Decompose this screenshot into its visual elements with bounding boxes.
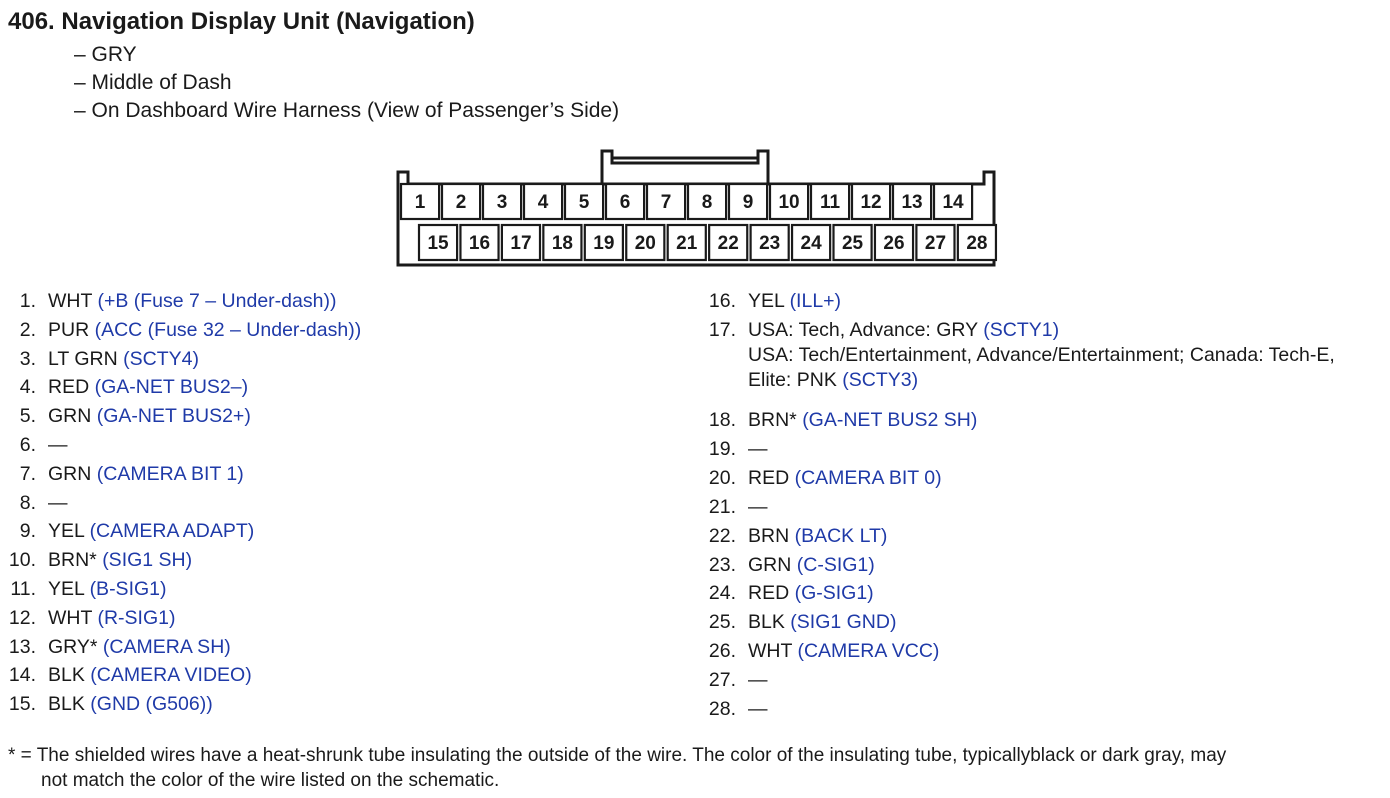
pin-number: 24. xyxy=(708,582,736,605)
pin-label-22: 22 xyxy=(717,233,739,254)
pin-label-5: 5 xyxy=(578,192,590,213)
pin-label-15: 15 xyxy=(427,233,449,254)
wire-color: — xyxy=(48,434,68,456)
pin-number: 16. xyxy=(708,290,736,312)
wire-signal: (SIG1 GND) xyxy=(790,611,897,634)
pin-row xyxy=(700,611,896,634)
pin-number: 6. xyxy=(19,434,36,456)
pin-label-23: 23 xyxy=(759,233,781,254)
pin-number: 7. xyxy=(19,462,36,485)
pin-number: 19. xyxy=(708,437,736,460)
wire-color: WHT xyxy=(748,640,793,663)
pin-number: 28. xyxy=(708,698,736,720)
pin-row xyxy=(0,549,192,572)
pin-label-11: 11 xyxy=(820,192,841,213)
wire-color: BRN xyxy=(748,524,790,547)
wire-signal: (CAMERA VIDEO) xyxy=(90,664,252,687)
pin-label-2: 2 xyxy=(455,192,467,213)
pin-number: 20. xyxy=(708,466,736,489)
wire-signal: (G-SIG1) xyxy=(794,582,874,605)
pin-row-16 xyxy=(700,290,841,313)
wire-signal: (R-SIG1) xyxy=(97,606,176,629)
wire-color: RED xyxy=(48,376,90,399)
wire-signal: (B-SIG1) xyxy=(89,578,167,600)
pin-row xyxy=(0,405,251,428)
wire-color: GRY* xyxy=(48,635,98,658)
pin-number: 3. xyxy=(19,347,36,370)
wire-signal: (ACC (Fuse 32 – Under-dash)) xyxy=(94,318,362,341)
pin-number: 13. xyxy=(8,635,36,658)
pin-row xyxy=(0,607,175,630)
wire-color: RED xyxy=(748,582,790,605)
pin-number: 17. xyxy=(708,319,736,341)
pin-label-27: 27 xyxy=(924,233,947,254)
wire-color: — xyxy=(748,437,768,460)
pin-number: 15. xyxy=(8,693,36,716)
wire-color: — xyxy=(748,698,768,720)
pin-row xyxy=(0,578,167,601)
pin-row xyxy=(0,434,68,457)
pin-number: 11. xyxy=(10,578,36,600)
wire-signal: (SCTY4) xyxy=(123,347,199,370)
pin-row xyxy=(700,669,768,692)
wire-color: BRN* xyxy=(748,409,797,431)
pin-row xyxy=(700,496,768,519)
pin-label-19: 19 xyxy=(593,233,615,254)
wire-color: YEL xyxy=(748,290,785,312)
pin-label-3: 3 xyxy=(496,192,508,213)
pin-row xyxy=(700,438,768,461)
wire-color: LT GRN xyxy=(48,347,118,370)
wire-signal: (GA-NET BUS2 SH) xyxy=(802,409,978,431)
pin-label-4: 4 xyxy=(537,192,549,213)
wire-color: BRN* xyxy=(48,549,97,572)
pin-label-24: 24 xyxy=(800,233,822,254)
wire-signal: (SCTY1) xyxy=(983,319,1060,341)
wire-signal: (CAMERA ADAPT) xyxy=(89,520,255,543)
pin-label-20: 20 xyxy=(634,233,656,254)
pin-label-10: 10 xyxy=(778,192,800,213)
wire-signal: (ILL+) xyxy=(789,290,842,312)
footnote-line-1: * = The shielded wires have a heat-shrunk tube insulating the outside of the wire. The color of the insulating tube, typicallyblack or dark gray, may xyxy=(8,745,1227,766)
pin-row xyxy=(700,698,768,721)
wire-color: — xyxy=(748,669,768,692)
pin-number: 2. xyxy=(19,318,36,341)
page-title: 406. Navigation Display Unit (Navigation) xyxy=(8,8,475,35)
connector-location: – Middle of Dash xyxy=(74,71,232,94)
wire-color: PUR xyxy=(48,318,90,341)
wire-signal: (SCTY3) xyxy=(842,369,919,391)
pin-number: 27. xyxy=(708,669,736,692)
pin-label-26: 26 xyxy=(883,233,905,254)
footnote-line-2: not match the color of the wire listed on the schematic. xyxy=(41,770,500,791)
pin-label-28: 28 xyxy=(966,233,988,254)
wire-color: — xyxy=(748,495,768,518)
pin-number: 26. xyxy=(708,640,736,663)
pin-row xyxy=(700,640,939,663)
wire-color: — xyxy=(48,491,68,514)
pin-number: 23. xyxy=(708,553,736,576)
wire-color: GRN xyxy=(48,462,92,485)
pin-row xyxy=(700,525,887,548)
pin-row xyxy=(0,376,248,399)
wire-color: RED xyxy=(748,466,790,489)
wire-color: BLK xyxy=(48,664,85,687)
pin-label-14: 14 xyxy=(942,192,964,213)
wire-color: WHT xyxy=(48,606,93,629)
pin-row xyxy=(0,463,244,486)
wire-signal: (CAMERA VCC) xyxy=(797,640,940,663)
pin-row xyxy=(700,409,977,432)
wire-color: GRN xyxy=(48,405,92,428)
connector-color: – GRY xyxy=(74,43,137,66)
pin-row xyxy=(0,492,68,515)
pin-number: 12. xyxy=(8,606,36,629)
pin-number: 1. xyxy=(19,290,36,312)
pin-number: 10. xyxy=(8,549,36,572)
connector-lock-tab xyxy=(602,151,768,184)
wire-signal: (BACK LT) xyxy=(794,524,888,547)
pin-label-21: 21 xyxy=(676,233,698,254)
pin-row xyxy=(0,348,199,371)
wire-signal: (CAMERA BIT 1) xyxy=(96,462,244,485)
pin-17-continuation-2 xyxy=(748,369,918,392)
pin-row xyxy=(0,664,252,687)
wire-color: BLK xyxy=(748,611,785,634)
wire-signal: (SIG1 SH) xyxy=(102,549,193,572)
pin-row xyxy=(0,693,213,716)
pin-label-9: 9 xyxy=(742,192,754,213)
pin-row xyxy=(0,319,361,342)
wire-signal: (GA-NET BUS2–) xyxy=(94,376,249,399)
wire-color: USA: Tech, Advance: GRY xyxy=(748,319,978,341)
pin-number: 18. xyxy=(708,409,736,431)
pin-number: 22. xyxy=(708,524,736,547)
pin-number: 21. xyxy=(708,495,736,518)
wire-signal: (CAMERA BIT 0) xyxy=(794,466,942,489)
pin-label-18: 18 xyxy=(551,233,573,254)
pin-row xyxy=(700,554,875,577)
pin-label-7: 7 xyxy=(660,192,672,213)
pin-row xyxy=(0,520,254,543)
pin-label-8: 8 xyxy=(701,192,713,213)
pin-row-17 xyxy=(700,319,1059,342)
wire-signal: (CAMERA SH) xyxy=(102,635,231,658)
pin-label-1: 1 xyxy=(414,192,426,213)
wire-signal: (GA-NET BUS2+) xyxy=(96,405,251,428)
wire-color: Elite: PNK xyxy=(748,369,837,391)
wire-signal: (C-SIG1) xyxy=(796,553,875,576)
pin-label-17: 17 xyxy=(510,233,532,254)
pin-label-6: 6 xyxy=(619,192,631,213)
pin-number: 5. xyxy=(19,405,36,428)
pin-row xyxy=(0,290,336,313)
wire-color: YEL xyxy=(48,578,85,600)
pin-row xyxy=(700,467,942,490)
pin-number: 9. xyxy=(19,520,36,543)
pin-label-16: 16 xyxy=(468,233,491,254)
pin-number: 8. xyxy=(19,491,36,514)
pin-17-continuation: USA: Tech/Entertainment, Advance/Entertainment; Canada: Tech-E, xyxy=(748,344,1335,366)
pin-number: 25. xyxy=(708,611,736,634)
wire-signal: (GND (G506)) xyxy=(90,693,213,716)
connector-harness: – On Dashboard Wire Harness (View of Passenger’s Side) xyxy=(74,99,620,122)
wire-color: WHT xyxy=(48,290,93,312)
pin-number: 14. xyxy=(8,664,36,687)
pin-row xyxy=(0,636,231,659)
pin-label-13: 13 xyxy=(901,192,923,213)
pin-label-12: 12 xyxy=(860,192,882,213)
wire-color: BLK xyxy=(48,693,85,716)
pin-row xyxy=(700,582,874,605)
wire-signal: (+B (Fuse 7 – Under-dash)) xyxy=(97,290,337,312)
connector-diagram xyxy=(0,0,1390,280)
pin-number: 4. xyxy=(19,376,36,399)
wire-color: GRN xyxy=(748,553,792,576)
pin-label-25: 25 xyxy=(841,233,864,254)
wire-color: YEL xyxy=(48,520,85,543)
